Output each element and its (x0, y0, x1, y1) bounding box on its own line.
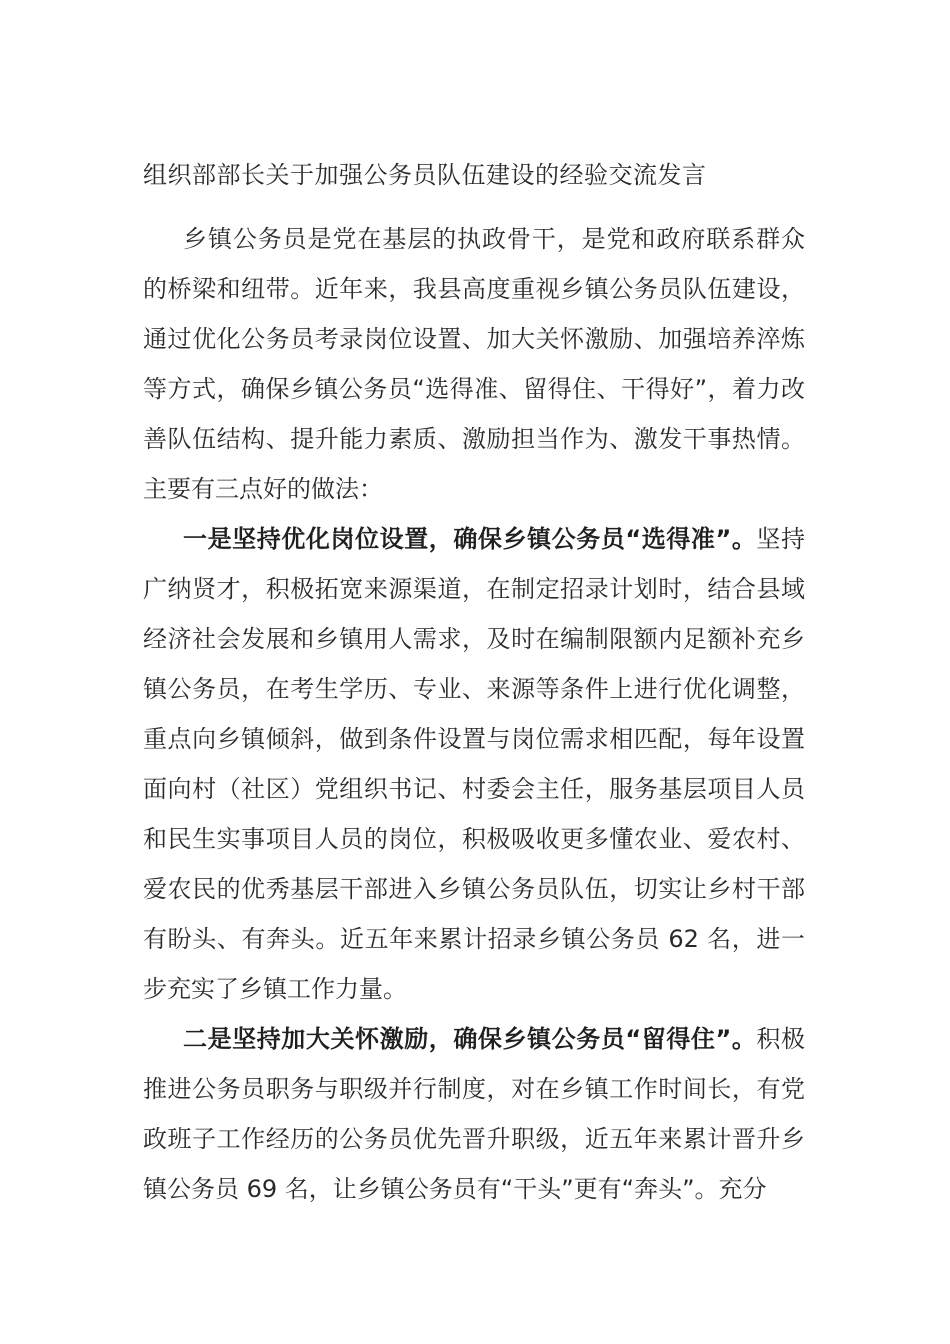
paragraph-text: 积极推进公务员职务与职级并行制度，对在乡镇工作时间长，有党政班子工作经历的公务员优先晋升职级，近五年来累计晋升乡镇公务员 69 名，让乡镇公务员有“干头”更有“奔头”。充分 (143, 1025, 805, 1203)
paragraph-point-two (143, 1014, 805, 1214)
paragraph-text: 坚持广纳贤才，积极拓宽来源渠道，在制定招录计划时，结合县域经济社会发展和乡镇用人需求，及时在编制限额内足额补充乡镇公务员，在考生学历、专业、来源等条件上进行优化调整，重点向乡镇倾斜，做到条件设置与岗位需求相匹配，每年设置面向村（社区）党组织书记、村委会主任，服务基层项目人员和民生实事项目人员的岗位，积极吸收更多懂农业、爱农村、爱农民的优秀基层干部进入乡镇公务员队伍，切实让乡村干部有盼头、有奔头。近五年来累计招录乡镇公务员 62 名，进一步充实了乡镇工作力量。 (143, 525, 805, 1003)
paragraph-lead: 一是坚持优化岗位设置，确保乡镇公务员“选得准”。 (183, 525, 757, 553)
paragraph-text: 乡镇公务员是党在基层的执政骨干，是党和政府联系群众的桥梁和纽带。近年来，我县高度重视乡镇公务员队伍建设，通过优化公务员考录岗位设置、加大关怀激励、加强培养淬炼等方式，确保乡镇公务员“选得准、留得住、干得好”，着力改善队伍结构、提升能力素质、激励担当作为、激发干事热情。主要有三点好的做法： (143, 225, 805, 503)
paragraph-point-one (143, 514, 805, 1014)
document-body (143, 214, 805, 1214)
paragraph-intro (143, 214, 805, 514)
paragraph-lead: 二是坚持加大关怀激励，确保乡镇公务员“留得住”。 (183, 1025, 757, 1053)
document-title: 组织部部长关于加强公务员队伍建设的经验交流发言 (143, 161, 707, 189)
